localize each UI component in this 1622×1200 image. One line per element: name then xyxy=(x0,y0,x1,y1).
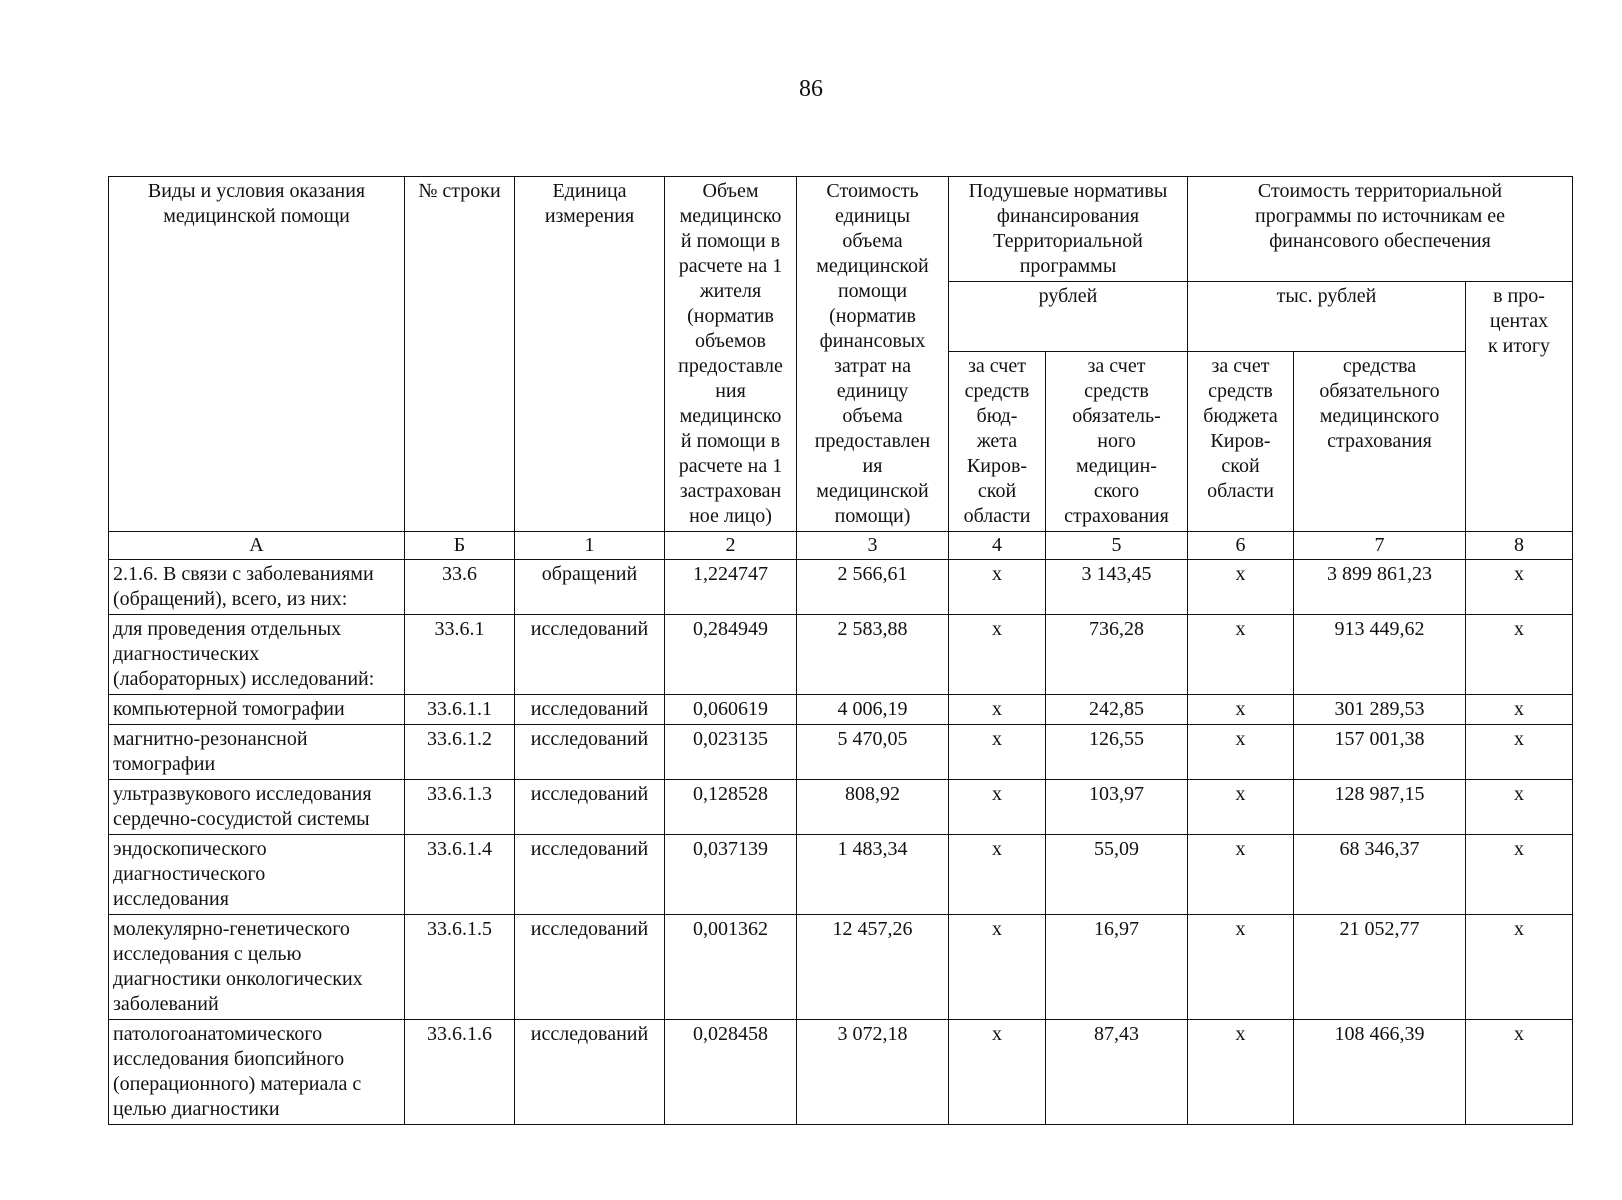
row-unit: исследований xyxy=(515,725,665,780)
row-line-number: 33.6.1.2 xyxy=(405,725,515,780)
row-cost-oms: 301 289,53 xyxy=(1294,695,1466,725)
row-per-capita-budget: х xyxy=(949,725,1046,780)
header-group-cost: Стоимость территориальной программы по источникам ее финансового обеспечения xyxy=(1188,177,1573,282)
header-col-7: средства обязательного медицинского страхования xyxy=(1294,352,1466,532)
row-cost-budget: х xyxy=(1188,780,1294,835)
index-cell: 1 xyxy=(515,532,665,560)
row-cost-budget: х xyxy=(1188,835,1294,915)
row-per-capita-budget: х xyxy=(949,560,1046,615)
index-cell: Б xyxy=(405,532,515,560)
row-percent: х xyxy=(1466,695,1573,725)
row-name: патологоанатомического исследования биопсийного (операционного) материала с целью диагностики xyxy=(109,1020,405,1125)
row-name: молекулярно-генетического исследования с целью диагностики онкологических заболеваний xyxy=(109,915,405,1020)
table-row xyxy=(109,725,1573,780)
row-unit-cost: 808,92 xyxy=(797,780,949,835)
row-name: 2.1.6. В связи с заболеваниями (обращений), всего, из них: xyxy=(109,560,405,615)
index-cell: А xyxy=(109,532,405,560)
row-line-number: 33.6.1.3 xyxy=(405,780,515,835)
row-per-capita-budget: х xyxy=(949,695,1046,725)
row-line-number: 33.6.1.1 xyxy=(405,695,515,725)
row-percent: х xyxy=(1466,780,1573,835)
row-volume: 0,060619 xyxy=(665,695,797,725)
row-per-capita-oms: 3 143,45 xyxy=(1046,560,1188,615)
row-name: эндоскопического диагностического исследования xyxy=(109,835,405,915)
table-row xyxy=(109,780,1573,835)
row-per-capita-oms: 126,55 xyxy=(1046,725,1188,780)
row-percent: х xyxy=(1466,835,1573,915)
row-cost-budget: х xyxy=(1188,915,1294,1020)
row-per-capita-oms: 87,43 xyxy=(1046,1020,1188,1125)
row-unit-cost: 5 470,05 xyxy=(797,725,949,780)
row-name: магнитно-резонансной томографии xyxy=(109,725,405,780)
index-cell: 6 xyxy=(1188,532,1294,560)
row-cost-budget: х xyxy=(1188,725,1294,780)
row-cost-oms: 108 466,39 xyxy=(1294,1020,1466,1125)
index-cell: 3 xyxy=(797,532,949,560)
row-cost-budget: х xyxy=(1188,1020,1294,1125)
row-cost-budget: х xyxy=(1188,615,1294,695)
row-volume: 0,001362 xyxy=(665,915,797,1020)
header-col-a: Виды и условия оказания медицинской помощи xyxy=(109,177,405,532)
row-cost-oms: 21 052,77 xyxy=(1294,915,1466,1020)
index-row-group xyxy=(109,532,1573,560)
row-per-capita-oms: 55,09 xyxy=(1046,835,1188,915)
row-per-capita-budget: х xyxy=(949,780,1046,835)
row-volume: 0,128528 xyxy=(665,780,797,835)
header-group-per-capita: Подушевые нормативы финансирования Территориальной программы xyxy=(949,177,1188,282)
row-unit: исследований xyxy=(515,1020,665,1125)
row-per-capita-oms: 242,85 xyxy=(1046,695,1188,725)
row-per-capita-budget: х xyxy=(949,835,1046,915)
index-cell: 8 xyxy=(1466,532,1573,560)
row-per-capita-budget: х xyxy=(949,1020,1046,1125)
row-name: для проведения отдельных диагностических (лабораторных) исследований: xyxy=(109,615,405,695)
row-percent: х xyxy=(1466,1020,1573,1125)
row-volume: 1,224747 xyxy=(665,560,797,615)
row-cost-oms: 913 449,62 xyxy=(1294,615,1466,695)
table-row xyxy=(109,560,1573,615)
row-line-number: 33.6.1 xyxy=(405,615,515,695)
table-header xyxy=(109,177,1573,532)
header-col-5: за счет средств обязатель- ного медицин- ского страхования xyxy=(1046,352,1188,532)
row-line-number: 33.6.1.5 xyxy=(405,915,515,1020)
index-cell: 5 xyxy=(1046,532,1188,560)
header-col-2: Объем медицинско й помощи в расчете на 1 жителя (норматив объемов предоставле ния медицинско й помощи в расчете на 1 застрахован ное лицо) xyxy=(665,177,797,532)
row-unit-cost: 1 483,34 xyxy=(797,835,949,915)
row-per-capita-oms: 736,28 xyxy=(1046,615,1188,695)
header-col-4: за счет средств бюд- жета Киров- ской области xyxy=(949,352,1046,532)
row-cost-oms: 157 001,38 xyxy=(1294,725,1466,780)
row-cost-budget: х xyxy=(1188,560,1294,615)
table-row xyxy=(109,615,1573,695)
header-col-1: Единица измерения xyxy=(515,177,665,532)
row-per-capita-budget: х xyxy=(949,915,1046,1020)
row-percent: х xyxy=(1466,915,1573,1020)
table-row xyxy=(109,835,1573,915)
row-per-capita-oms: 16,97 xyxy=(1046,915,1188,1020)
row-per-capita-budget: х xyxy=(949,615,1046,695)
row-percent: х xyxy=(1466,560,1573,615)
header-unit-thousand: тыс. рублей xyxy=(1188,282,1466,352)
row-volume: 0,284949 xyxy=(665,615,797,695)
territorial-program-table xyxy=(108,176,1573,1125)
row-unit: исследований xyxy=(515,615,665,695)
index-cell: 4 xyxy=(949,532,1046,560)
row-line-number: 33.6 xyxy=(405,560,515,615)
row-unit-cost: 3 072,18 xyxy=(797,1020,949,1125)
header-col-8: в про- центах к итогу xyxy=(1466,282,1573,532)
row-volume: 0,028458 xyxy=(665,1020,797,1125)
header-col-6: за счет средств бюджета Киров- ской области xyxy=(1188,352,1294,532)
row-cost-oms: 3 899 861,23 xyxy=(1294,560,1466,615)
page-number: 86 xyxy=(799,76,823,102)
row-unit-cost: 2 583,88 xyxy=(797,615,949,695)
row-per-capita-oms: 103,97 xyxy=(1046,780,1188,835)
table-body xyxy=(109,560,1573,1125)
row-unit-cost: 2 566,61 xyxy=(797,560,949,615)
row-line-number: 33.6.1.6 xyxy=(405,1020,515,1125)
row-unit-cost: 4 006,19 xyxy=(797,695,949,725)
row-percent: х xyxy=(1466,725,1573,780)
index-row xyxy=(109,532,1573,560)
row-volume: 0,037139 xyxy=(665,835,797,915)
row-cost-oms: 128 987,15 xyxy=(1294,780,1466,835)
row-line-number: 33.6.1.4 xyxy=(405,835,515,915)
row-percent: х xyxy=(1466,615,1573,695)
index-cell: 7 xyxy=(1294,532,1466,560)
row-unit: исследований xyxy=(515,835,665,915)
header-unit-rub: рублей xyxy=(949,282,1188,352)
table-row xyxy=(109,1020,1573,1125)
row-cost-budget: х xyxy=(1188,695,1294,725)
header-col-3: Стоимость единицы объема медицинской помощи (норматив финансовых затрат на единицу объема предоставлен ия медицинской помощи) xyxy=(797,177,949,532)
row-cost-oms: 68 346,37 xyxy=(1294,835,1466,915)
row-unit: исследований xyxy=(515,695,665,725)
row-unit: исследований xyxy=(515,915,665,1020)
row-unit: обращений xyxy=(515,560,665,615)
row-name: компьютерной томографии xyxy=(109,695,405,725)
row-unit: исследований xyxy=(515,780,665,835)
row-unit-cost: 12 457,26 xyxy=(797,915,949,1020)
header-col-b: № строки xyxy=(405,177,515,532)
table-row xyxy=(109,695,1573,725)
row-name: ультразвукового исследования сердечно-сосудистой системы xyxy=(109,780,405,835)
table-row xyxy=(109,915,1573,1020)
index-cell: 2 xyxy=(665,532,797,560)
row-volume: 0,023135 xyxy=(665,725,797,780)
